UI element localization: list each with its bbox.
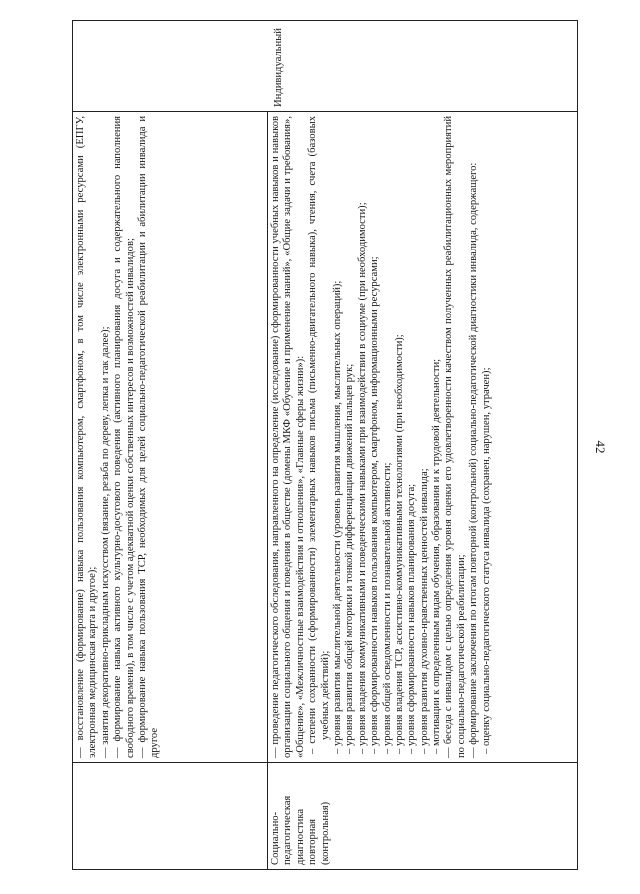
sub-item: – оценку социально-педагогического статуса инвалида (сохранен, нарушен, утрачен); — [480, 367, 492, 754]
service-name-cell — [268, 763, 578, 870]
sub-item: – степени сохранности (сформированности) элементарных навыков письма (письменно-двигательного навыка), чтения, счета (базовых учебных действий); — [307, 116, 331, 754]
sub-item: – уровня развития общей моторики и тонкой дифференциации движений пальцев рук; — [344, 363, 356, 754]
sub-item: – уровня владения коммуникативными и поведенческими навыками при взаимодействии в социуме (при необходимости); — [356, 202, 368, 754]
form-label: Индивидуальный — [273, 28, 284, 107]
rotated-page-content — [72, 20, 577, 870]
list-item: — восстановление (формирование) навыка пользования компьютером, смартфоном, в том числе электронными ресурсами (ЕПГУ, электронная медицинская карта и другое); — [75, 116, 99, 758]
service-name-cell-empty — [73, 763, 268, 870]
list-item: — беседа с инвалидом с целью определения уровня оценки его удовлетворенности качеством полученных реабилитационных мероприятий по социально-педагогической реабилитации; — [443, 116, 467, 758]
table-row — [73, 21, 268, 870]
service-name: Социально-педагогическая диагностика повторная (контрольная) — [270, 795, 331, 865]
service-content-cell — [73, 112, 268, 763]
sub-item: – уровня сформированности навыков пользования компьютером, смартфоном, информационными ресурсами; — [369, 256, 381, 754]
list-item: — формирование навыка пользования ТСР, необходимых для целей социально-педагогической реабилитации и абилитации инвалида и другое — [136, 116, 161, 758]
sub-item: – уровня развития мыслительной деятельности (уровень развития мышления, мыслительных операций); — [331, 280, 343, 754]
form-cell — [73, 21, 578, 112]
sub-item: – уровня общей осведомленности и познавательной активности; — [381, 462, 393, 754]
list-item: — формирование заключения по итогам повторной (контрольной) социально-педагогической диагностики инвалида, содержащего: — [468, 162, 480, 758]
service-content-cell — [268, 112, 578, 763]
intro-item: — проведение педагогического обследования, направленного на определение (исследование) сформированности учебных навыков и навыков организации социального общения и поведения в обществе (домены МКФ «Обучение и применение знаний», «Общие задачи и требования», «Общение», «Межличностные взаимодействия и отношения», «Главные сферы жизни»): — [270, 116, 306, 758]
list-item: — занятия декоративно-прикладным искусством (вязание, резьба по дереву, лепка и так далее); — [99, 326, 111, 758]
table-row — [268, 21, 578, 870]
rehabilitation-table — [72, 20, 578, 870]
sub-item: – уровня сформированности навыков планирования досуга; — [406, 483, 418, 754]
page-number: 42 — [593, 440, 608, 454]
sub-item: – уровня владения ТСР, ассистивно-коммуникативными технологиями (при необходимости); — [393, 334, 405, 754]
list-item: — формирование навыка активного культурно-досугового поведения (активного планирования досуга и содержательного наполнения свободного времени), в том числе с учетом адекватной оценки собственных интересов и возможностей инвалидов; — [112, 116, 136, 758]
sub-item: – мотивации к определенным видам обучения, образования и к трудовой деятельности; — [431, 358, 443, 754]
sub-item: – уровня развития духовно-нравственных ценностей инвалида; — [418, 468, 430, 754]
